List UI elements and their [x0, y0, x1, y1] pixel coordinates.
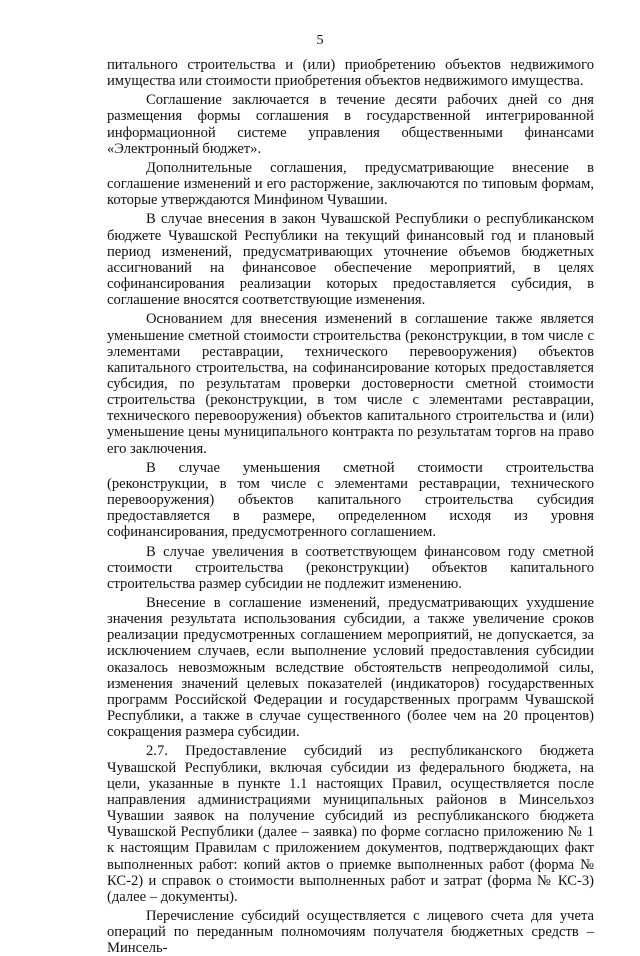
paragraph: В случае увеличения в соответствующем финансовом году сметной стоимости строительства (реконструкции) объектов капитального строительства размер субсидии не подлежит изменению. — [107, 543, 594, 592]
paragraph: В случае уменьшения сметной стоимости строительства (реконструкции, в том числе с элементами реставрации, технического перевооружения) объектов капитального строительства субсидия предоставляется в размере, определенном исходя из уровня софинансирования, предусмотренного соглашением. — [107, 459, 594, 541]
paragraph: 2.7. Предоставление субсидий из республиканского бюджета Чувашской Республики, включая субсидии из федерального бюджета, на цели, указанные в пункте 1.1 настоящих Правил, осуществляется после направления администрациями муниципальных районов в Минсельхоз Чувашии заявок на получение субсидий из республиканского бюджета Чувашской Республики (далее – заявка) по форме согласно приложению № 1 к настоящим Правилам с приложением документов, подтверждающих факт выполненных работ: копий актов о приемке выполненных работ (форма № КС-2) и справок о стоимости выполненных работ и затрат (форма № КС-3) (далее – документы). — [107, 743, 594, 905]
paragraph: Основанием для внесения изменений в соглашение также является уменьшение сметной стоимости строительства (реконструкции, в том числе с элементами реставрации, технического перевооружения) объектов капитального строительства, на софинансирование которых предоставляется субсидия, по результатам проверки достоверности сметной стоимости строительства (реконструкции, в том числе с элементами реставрации, технического перевооружения) объектов капитального строительства и (или) уменьшение цены муниципального контракта по результатам торгов на право его заключения. — [107, 311, 594, 457]
paragraph: Внесение в соглашение изменений, предусматривающих ухудшение значения результата использования субсидии, а также увеличение сроков реализации предусмотренных соглашением мероприятий, не допускается, за исключением случаев, если выполнение условий предоставления субсидии оказалось невозможным вследствие обстоятельств непреодолимой силы, изменения значений целевых показателей (индикаторов) государственных программ Российской Федерации и государственных программ Чувашской Республики, а также в случае существенного (более чем на 20 процентов) сокращения размера субсидии. — [107, 595, 594, 741]
paragraph: Дополнительные соглашения, предусматривающие внесение в соглашение изменений и его расторжение, заключаются по типовым формам, которые утверждаются Минфином Чувашии. — [107, 159, 594, 209]
page-number: 5 — [316, 33, 324, 48]
paragraph: питального строительства и (или) приобретению объектов недвижимого имущества или стоимости приобретения объектов недвижимого имущества. — [107, 57, 594, 90]
paragraph: Перечисление субсидий осуществляется с лицевого счета для учета операций по переданным полномочиям получателя бюджетных средств – Минсель- — [107, 907, 594, 956]
paragraph: В случае внесения в закон Чувашской Республики о республиканском бюджете Чувашской Республики на текущий финансовый год и плановый период изменений, предусматривающих уточнение объемов бюджетных ассигнований на финансовое обеспечение мероприятий, в целях софинансирования реализации которых предоставляется субсидия, в соглашение вносятся соответствующие изменения. — [107, 211, 594, 309]
body-text — [107, 57, 594, 956]
paragraph: Соглашение заключается в течение десяти рабочих дней со дня размещения формы соглашения в государственной интегрированной информационной системе управления общественными финансами «Электронный бюджет». — [107, 92, 594, 157]
